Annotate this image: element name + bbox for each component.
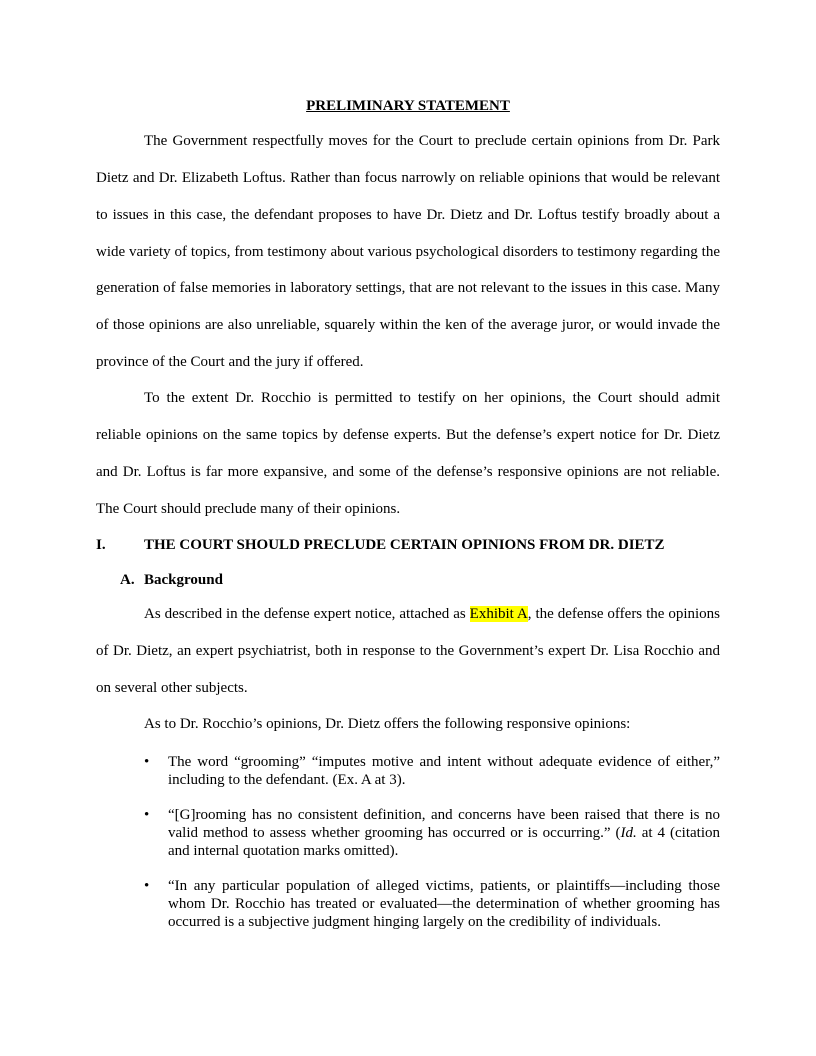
paragraph-background: [96, 596, 720, 707]
list-item: [144, 753, 720, 789]
bullet-dot-icon: •: [144, 878, 150, 894]
section-title: THE COURT SHOULD PRECLUDE CERTAIN OPINIONS FROM DR. DIETZ: [144, 537, 665, 553]
subsection-heading: [120, 570, 223, 590]
opinions-list: [144, 753, 720, 948]
list-item: [144, 877, 720, 931]
list-item: [144, 806, 720, 860]
paragraph-preliminary-2: To the extent Dr. Rocchio is permitted to testify on her opinions, the Court should admit reliable opinions on the same topics by defense experts. But the defense’s expert notice for Dr. Dietz and Dr. Loftus is far more expansive, and some of the defense’s responsive opinions are not reliable. The Court should preclude many of their opinions.: [96, 390, 720, 517]
paragraph-intro: As to Dr. Rocchio’s opinions, Dr. Dietz offers the following responsive opinions:: [144, 716, 631, 732]
paragraph-preliminary-1: The Government respectfully moves for the Court to preclude certain opinions from Dr. Park Dietz and Dr. Elizabeth Loftus. Rather than focus narrowly on reliable opinions that would be relevant to issues in this case, the defendant proposes to have Dr. Dietz and Dr. Loftus testify broadly about a wide variety of topics, from testimony about various psychological disorders to testimony regarding the generation of false memories in laboratory settings, that are not relevant to the issues in this case. Many of those opinions are also unreliable, squarely within the ken of the average juror, or would invade the province of the Court and the jury if offered.: [96, 133, 720, 371]
subsection-number: A.: [120, 572, 135, 588]
exhibit-a-highlight: Exhibit A: [469, 606, 528, 622]
subsection-title: Background: [144, 572, 223, 588]
background-text-before: As described in the defense expert notice, attached as: [144, 606, 470, 622]
page-title: PRELIMINARY STATEMENT: [306, 98, 510, 114]
background-text-after: , the defense offers the opinions of Dr. Dietz, an expert psychiatrist, both in response to the Government’s expert Dr. Lisa Rocchio and on several other subjects.: [96, 606, 721, 696]
bullet-dot-icon: •: [144, 754, 150, 770]
bullet-text-before: “[G]rooming has no consistent definition, and concerns have been raised that there is no valid method to assess whether grooming has occurred or is occurring.” (: [168, 807, 720, 841]
section-number: I.: [96, 537, 106, 553]
bullet-dot-icon: •: [144, 807, 150, 823]
bullet-text: “In any particular population of alleged victims, patients, or plaintiffs—including those whom Dr. Rocchio has treated or evaluated—the determination of whether grooming has occurred is a subjective judgment hinging largely on the credibility of individuals.: [168, 878, 720, 930]
bullet-text-after: at 4 (citation and internal quotation marks omitted).: [168, 825, 720, 859]
citation-id: Id.: [620, 825, 637, 841]
bullet-text: The word “grooming” “imputes motive and intent without adequate evidence of either,” including to the defendant. (Ex. A at 3).: [168, 754, 720, 788]
section-heading: [96, 535, 720, 555]
